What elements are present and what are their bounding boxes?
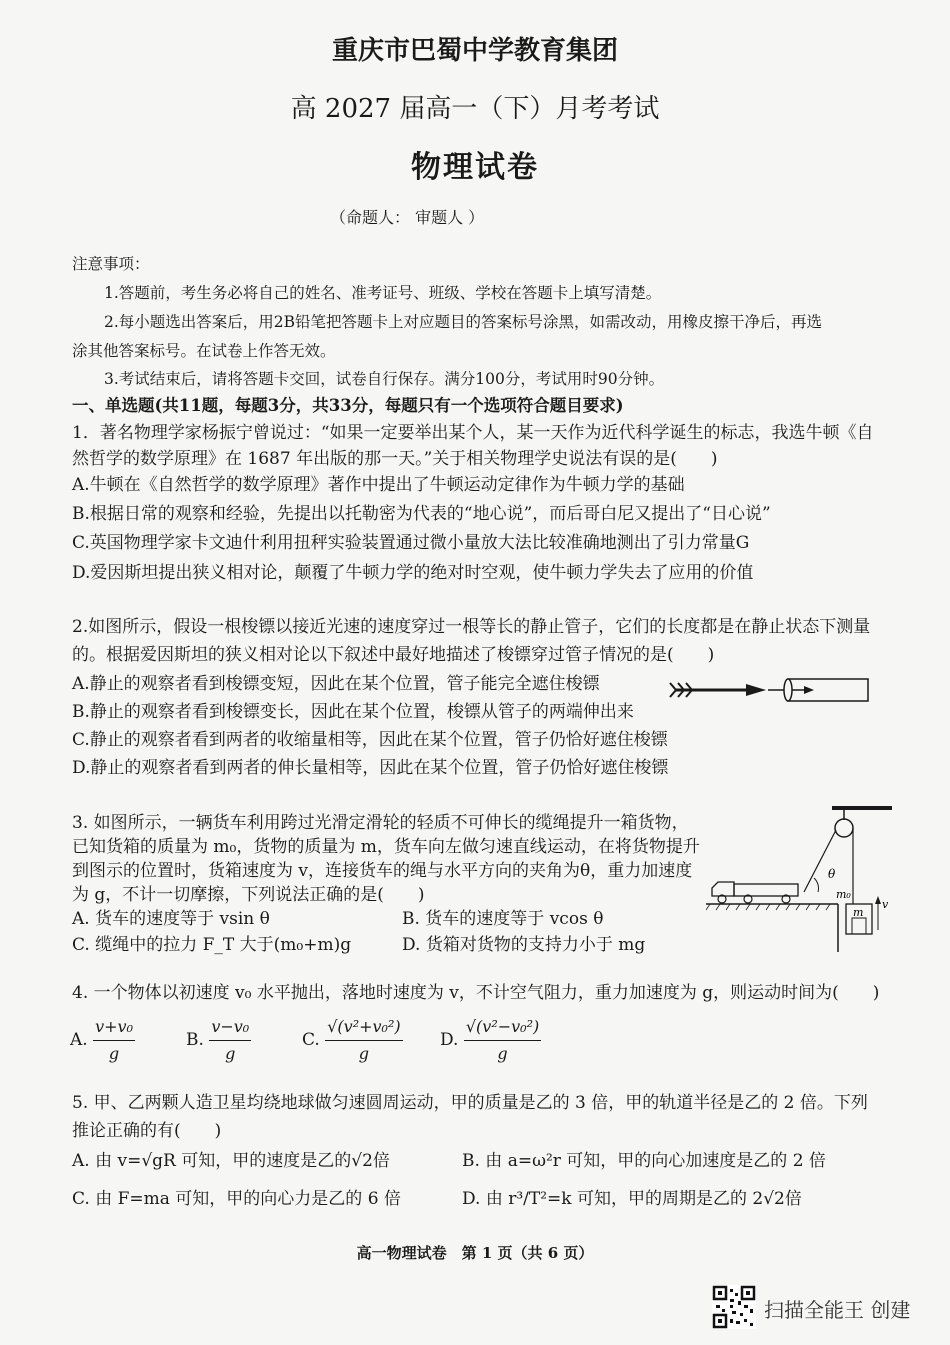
q2-stem-line-2: 的。根据爱因斯坦的狭义相对论以下叙述中最好地描述了梭镖穿过管子情况的是( ) xyxy=(72,645,715,665)
notice-title: 注意事项： xyxy=(72,255,150,273)
authors-line: （命题人： 审题人 ） xyxy=(330,208,485,227)
q5-option-d: D. 由 r³/T²=k 可知，甲的周期是乙的 2√2倍 xyxy=(462,1189,802,1209)
q3-option-b: B. 货车的速度等于 vcos θ xyxy=(402,909,604,929)
option-label: C. xyxy=(302,1030,320,1050)
q5-option-a: A. 由 v=√gR 可知，甲的速度是乙的√2倍 xyxy=(72,1151,390,1171)
q2-stem-line-1: 2.如图所示，假设一根梭镖以接近光速的速度穿过一根等长的静止管子，它们的长度都是在静止状态下测量 xyxy=(72,617,871,637)
q5-stem-line-2: 推论正确的有( ) xyxy=(72,1121,222,1141)
notice-item-1: 1.答题前，考生务必将自己的姓名、准考证号、班级、学校在答题卡上填写清楚。 xyxy=(104,284,662,302)
v-label: v xyxy=(882,898,889,911)
q4-option-d xyxy=(440,1014,541,1067)
exam-title: 高 2027 届高一（下）月考考试 xyxy=(290,94,660,124)
q3-stem-line-1: 3. 如图所示，一辆货车利用跨过光滑定滑轮的轻质不可伸长的缆绳提升一箱货物， xyxy=(72,813,689,833)
numerator: √(v²+v₀²) xyxy=(325,1014,402,1041)
option-label: D. xyxy=(440,1030,459,1050)
school-name: 重庆市巴蜀中学教育集团 xyxy=(331,36,618,66)
q3-option-d: D. 货箱对货物的支持力小于 mg xyxy=(402,935,646,955)
spear-icon xyxy=(670,683,766,697)
q3-figure xyxy=(706,804,896,954)
qr-code-icon xyxy=(712,1285,756,1329)
notice-item-2: 2.每小题选出答案后，用2B铅笔把答题卡上对应题目的答案标号涂黑，如需改动，用橡皮擦干净后，再选 xyxy=(104,313,823,331)
q4-option-a xyxy=(70,1014,135,1067)
q3-option-c: C. 缆绳中的拉力 F_T 大于(m₀+m)g xyxy=(72,935,352,955)
pulley-icon xyxy=(835,819,853,837)
subject-title: 物理试卷 xyxy=(411,150,539,185)
page-footer: 高一物理试卷 第 1 页（共 6 页） xyxy=(356,1244,594,1262)
truck-icon xyxy=(712,882,798,903)
option-label: B. xyxy=(186,1030,204,1050)
q5-option-b: B. 由 a=ω²r 可知，甲的向心加速度是乙的 2 倍 xyxy=(462,1151,826,1171)
q2-option-d: D.静止的观察者看到两者的伸长量相等，因此在某个位置，管子仍恰好遮住梭镖 xyxy=(72,758,669,778)
ceiling-icon xyxy=(832,806,892,810)
q3-option-a: A. 货车的速度等于 vsin θ xyxy=(72,909,270,929)
q1-option-b: B.根据日常的观察和经验，先提出以托勒密为代表的“地心说”，而后哥白尼又提出了“日心说” xyxy=(72,504,771,524)
q2-option-c: C.静止的观察者看到两者的收缩量相等，因此在某个位置，管子仍恰好遮住梭镖 xyxy=(72,730,668,750)
notice-item-2-cont: 涂其他答案标号。在试卷上作答无效。 xyxy=(72,342,336,360)
q1-option-d: D.爱因斯坦提出狭义相对论，颠覆了牛顿力学的绝对时空观，使牛顿力学失去了应用的价值 xyxy=(72,563,754,583)
q5-option-c: C. 由 F=ma 可知，甲的向心力是乙的 6 倍 xyxy=(72,1189,401,1209)
denominator: g xyxy=(497,1044,508,1063)
denominator: g xyxy=(358,1044,370,1063)
section-heading: 一、单选题(共11题，每题3分，共33分，每题只有一个选项符合题目要求) xyxy=(72,396,624,415)
q5-stem-line-1: 5. 甲、乙两颗人造卫星均绕地球做匀速圆周运动，甲的质量是乙的 3 倍，甲的轨道半径是乙的 2 倍。下列 xyxy=(72,1093,868,1113)
q3-stem-line-3: 到图示的位置时，货箱速度为 v，连接货车的绳与水平方向的夹角为θ，重力加速度 xyxy=(72,861,693,881)
q3-stem-line-4: 为 g，不计一切摩擦，下列说法正确的是( ) xyxy=(72,885,425,905)
q1-option-a: A.牛顿在《自然哲学的数学原理》著作中提出了牛顿运动定律作为牛顿力学的基础 xyxy=(72,475,685,495)
option-label: A. xyxy=(70,1030,88,1050)
q1-stem-line-1: 1．著名物理学家杨振宁曾说过：“如果一定要举出某个人，某一天作为近代科学诞生的标志，我选牛顿《自 xyxy=(72,423,874,443)
q1-stem-line-2: 然哲学的数学原理》在 1687 年出版的那一天。”关于相关物理学史说法有误的是( ) xyxy=(72,449,718,469)
q2-option-a: A.静止的观察者看到梭镖变短，因此在某个位置，管子能完全遮住梭镖 xyxy=(72,674,600,694)
scanner-watermark: 扫描全能王 创建 xyxy=(764,1298,911,1322)
q4-option-c xyxy=(302,1014,403,1067)
denominator: g xyxy=(225,1044,236,1063)
numerator: v−v₀ xyxy=(209,1014,251,1041)
rope-slanted xyxy=(804,830,836,892)
notice-item-3: 3.考试结束后，请将答题卡交回，试卷自行保存。满分100分，考试用时90分钟。 xyxy=(104,370,665,388)
theta-label: θ xyxy=(828,867,836,881)
m-label: m xyxy=(853,906,864,919)
q2-figure xyxy=(668,672,878,708)
numerator: v+v₀ xyxy=(93,1014,135,1041)
denominator: g xyxy=(108,1044,120,1063)
q2-option-b: B.静止的观察者看到梭镖变长，因此在某个位置，梭镖从管子的两端伸出来 xyxy=(72,702,634,722)
q4-option-b xyxy=(186,1014,251,1067)
q3-stem-line-2: 已知货箱的质量为 m₀，货物的质量为 m，货车向左做匀速直线运动，在将货物提升 xyxy=(72,837,700,857)
q1-option-c: C.英国物理学家卡文迪什利用扭秤实验装置通过微小量放大法比较准确地测出了引力常量G xyxy=(72,533,750,553)
m0-label: m₀ xyxy=(836,888,851,901)
numerator: √(v²−v₀²) xyxy=(464,1014,541,1041)
q4-stem: 4. 一个物体以初速度 v₀ 水平抛出，落地时速度为 v，不计空气阻力，重力加速度为 g，则运动时间为( ) xyxy=(72,983,880,1003)
